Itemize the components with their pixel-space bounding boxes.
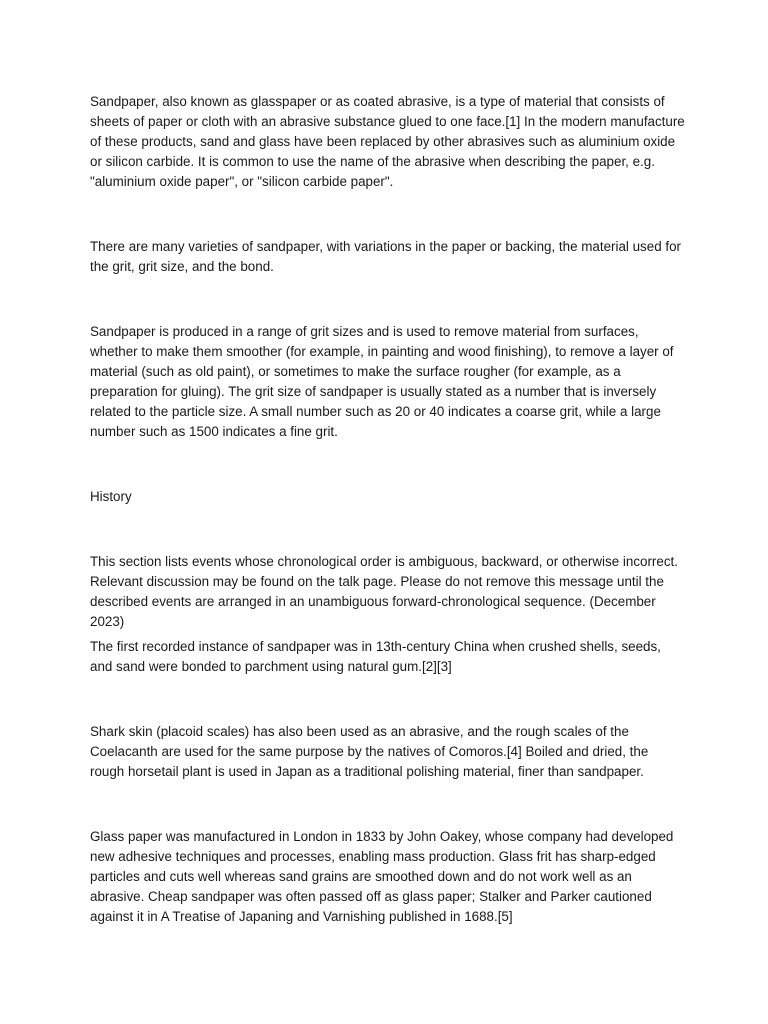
paragraph-grit-sizes: Sandpaper is produced in a range of grit sizes and is used to remove material from surfaces, whether to make them smoother (for example, in painting and wood finishing), to remove a layer of material (such as old paint), or sometimes to make the surface rougher (for example, as a preparation for gluing). The grit size of sandpaper is usually stated as a number that is inversely related to the particle size. A small number such as 20 or 40 indicates a coarse grit, while a large number such as 1500 indicates a fine grit. bbox=[90, 324, 674, 439]
paragraph-glass-paper: Glass paper was manufactured in London in 1833 by John Oakey, whose company had developed new adhesive techniques and processes, enabling mass production. Glass frit has sharp-edged particles and cuts well whereas sand grains are smoothed down and do not work well as an abrasive. Cheap sandpaper was often passed off as glass paper; Stalker and Parker cautioned against it in A Treatise of Japaning and Varnishing published in 1688.[5] bbox=[90, 829, 674, 924]
section-heading-history: History bbox=[90, 489, 132, 504]
paragraph-chronology-notice: This section lists events whose chronological order is ambiguous, backward, or otherwise incorrect. Relevant discussion may be found on the talk page. Please do not remove this message until the described events are arranged in an unambiguous forward-chronological sequence. (December 2023) bbox=[90, 554, 678, 629]
document-body bbox=[90, 92, 686, 927]
paragraph-varieties: There are many varieties of sandpaper, with variations in the paper or backing, the material used for the grit, grit size, and the bond. bbox=[90, 239, 681, 274]
paragraph-intro: Sandpaper, also known as glasspaper or as coated abrasive, is a type of material that consists of sheets of paper or cloth with an abrasive substance glued to one face.[1] In the modern manufacture of these products, sand and glass have been replaced by other abrasives such as aluminium oxide or silicon carbide. It is common to use the name of the abrasive when describing the paper, e.g. "aluminium oxide paper", or "silicon carbide paper". bbox=[90, 94, 685, 189]
paragraph-first-instance: The first recorded instance of sandpaper was in 13th-century China when crushed shells, seeds, and sand were bonded to parchment using natural gum.[2][3] bbox=[90, 639, 661, 674]
paragraph-shark-skin: Shark skin (placoid scales) has also been used as an abrasive, and the rough scales of the Coelacanth are used for the same purpose by the natives of Comoros.[4] Boiled and dried, the rough horsetail plant is used in Japan as a traditional polishing material, finer than sandpaper. bbox=[90, 724, 649, 779]
